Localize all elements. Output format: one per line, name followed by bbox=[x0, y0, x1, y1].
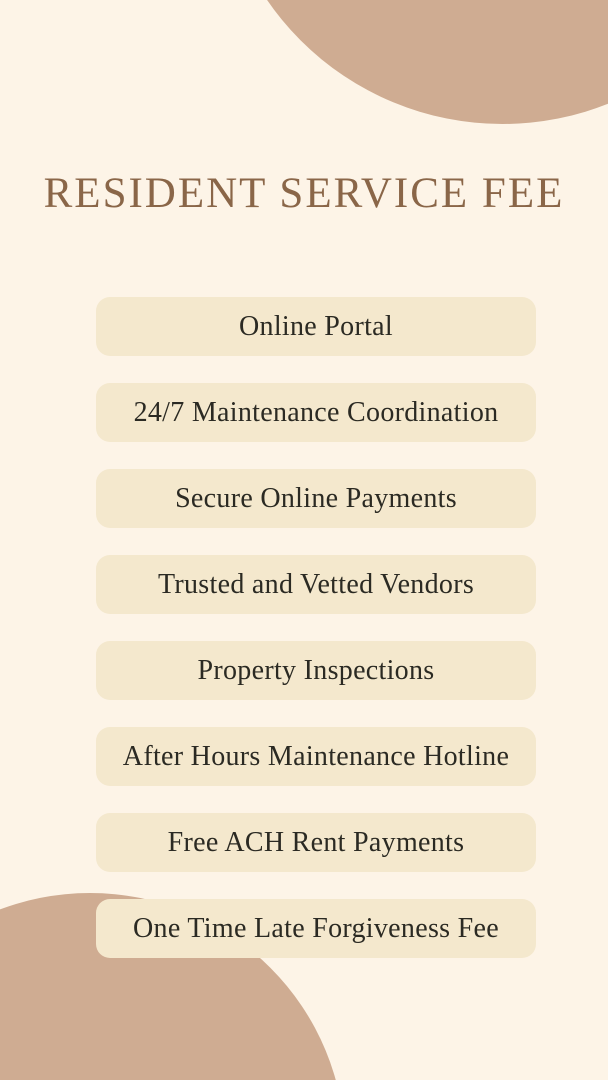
service-pill-label: Property Inspections bbox=[197, 654, 435, 686]
service-pill-label: Secure Online Payments bbox=[175, 482, 457, 514]
service-list bbox=[96, 297, 536, 958]
service-pill-online-portal bbox=[96, 297, 536, 356]
service-pill-trusted-vetted-vendors bbox=[96, 555, 536, 614]
tan-circle-top-right bbox=[217, 0, 608, 124]
service-pill-label: Free ACH Rent Payments bbox=[167, 826, 465, 858]
page-title: RESIDENT SERVICE FEE bbox=[43, 170, 565, 217]
service-pill-label: 24/7 Maintenance Coordination bbox=[133, 396, 499, 428]
service-pill-late-forgiveness-fee bbox=[96, 899, 536, 958]
service-pill-secure-online-payments bbox=[96, 469, 536, 528]
service-pill-label: Online Portal bbox=[239, 310, 393, 342]
service-pill-maintenance-coordination bbox=[96, 383, 536, 442]
service-pill-label: One Time Late Forgiveness Fee bbox=[133, 912, 499, 944]
service-pill-after-hours-hotline bbox=[96, 727, 536, 786]
service-pill-label: Trusted and Vetted Vendors bbox=[157, 568, 475, 600]
service-pill-free-ach-rent-payments bbox=[96, 813, 536, 872]
service-pill-label: After Hours Maintenance Hotline bbox=[122, 740, 510, 772]
service-pill-property-inspections bbox=[96, 641, 536, 700]
